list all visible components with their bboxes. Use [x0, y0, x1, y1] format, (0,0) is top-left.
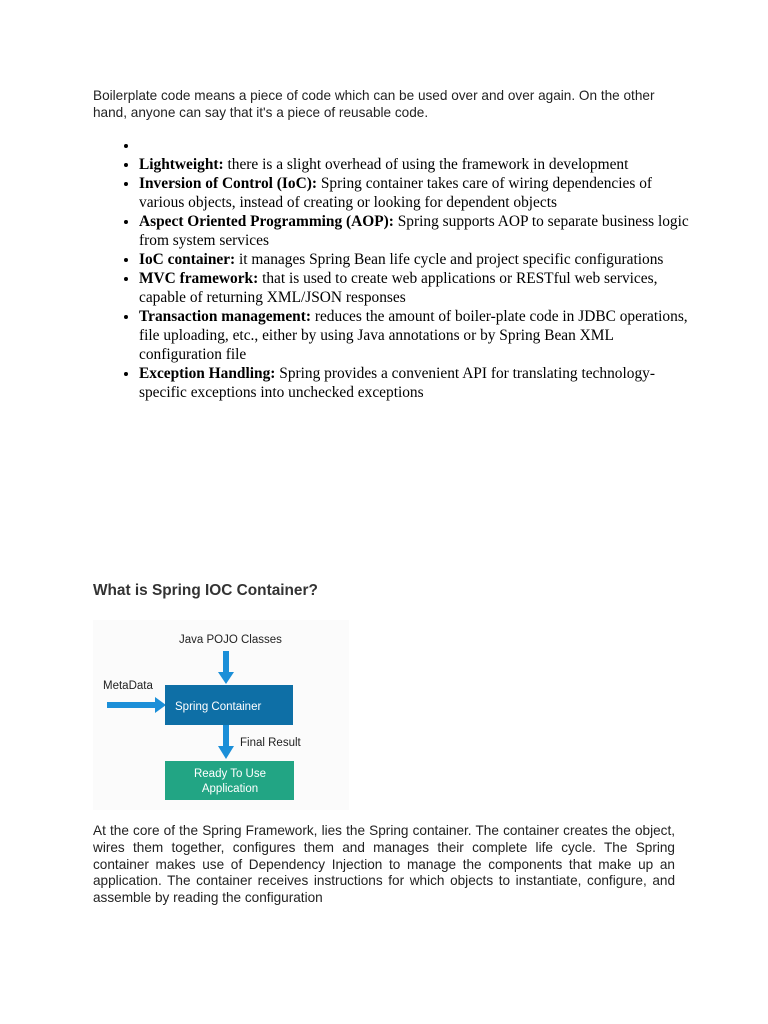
final-result-label: Final Result	[240, 737, 301, 749]
intro-paragraph: Boilerplate code means a piece of code which can be used over and over again. On the other hand, anyone can say that it's a piece of reusable code.	[93, 88, 655, 120]
feature-item	[139, 307, 699, 364]
body-paragraph: At the core of the Spring Framework, lies the Spring container. The container creates the object, wires them together, configures them and manages their complete life cycle. The Spring container makes use of Dependency Injection to manage the components that make up an application. The container receives instructions for which objects to instantiate, configure, and assemble by reading the configuration	[93, 823, 675, 906]
down-arrow-icon	[218, 651, 234, 684]
output-line1-label: Ready To Use	[193, 768, 267, 780]
feature-item	[139, 250, 699, 269]
feature-term: Aspect Oriented Programming (AOP):	[139, 213, 394, 230]
java-pojo-label: Java POJO Classes	[179, 634, 282, 646]
ioc-container-diagram	[93, 620, 349, 810]
down-arrow-icon	[218, 725, 234, 759]
feature-term: MVC framework:	[139, 270, 259, 287]
feature-desc: Spring provides a convenient API for translating technology-specific exceptions into unchecked exceptions	[139, 365, 655, 401]
feature-term: IoC container:	[139, 251, 236, 268]
feature-term: Transaction management:	[139, 308, 311, 325]
feature-desc: that is used to create web applications or RESTful web services, capable of returning XML/JSON responses	[139, 270, 658, 306]
feature-desc: reduces the amount of boiler-plate code in JDBC operations, file uploading, etc., either by using Java annotations or by Spring Bean XML configuration file	[139, 308, 688, 363]
feature-desc: Spring container takes care of wiring dependencies of various objects, instead of creating or looking for dependent objects	[139, 175, 653, 211]
feature-item	[139, 174, 699, 212]
right-arrow-icon	[107, 697, 166, 713]
section-heading: What is Spring IOC Container?	[93, 582, 318, 599]
feature-item	[139, 364, 699, 402]
spring-container-label: Spring Container	[175, 701, 262, 713]
feature-item	[139, 155, 699, 174]
feature-item	[139, 136, 699, 155]
metadata-label: MetaData	[103, 680, 153, 692]
feature-term: Exception Handling:	[139, 365, 276, 382]
feature-list	[114, 136, 699, 402]
feature-desc: there is a slight overhead of using the framework in development	[223, 156, 629, 173]
feature-item	[139, 212, 699, 250]
diagram-canvas	[93, 620, 349, 810]
feature-desc: Spring supports AOP to separate business logic from system services	[139, 213, 689, 249]
feature-desc: it manages Spring Bean life cycle and project specific configurations	[235, 251, 664, 268]
feature-item	[139, 269, 699, 307]
output-line2-label: Application	[201, 783, 259, 795]
feature-term: Lightweight:	[139, 156, 224, 173]
feature-term: Inversion of Control (IoC):	[139, 175, 317, 192]
